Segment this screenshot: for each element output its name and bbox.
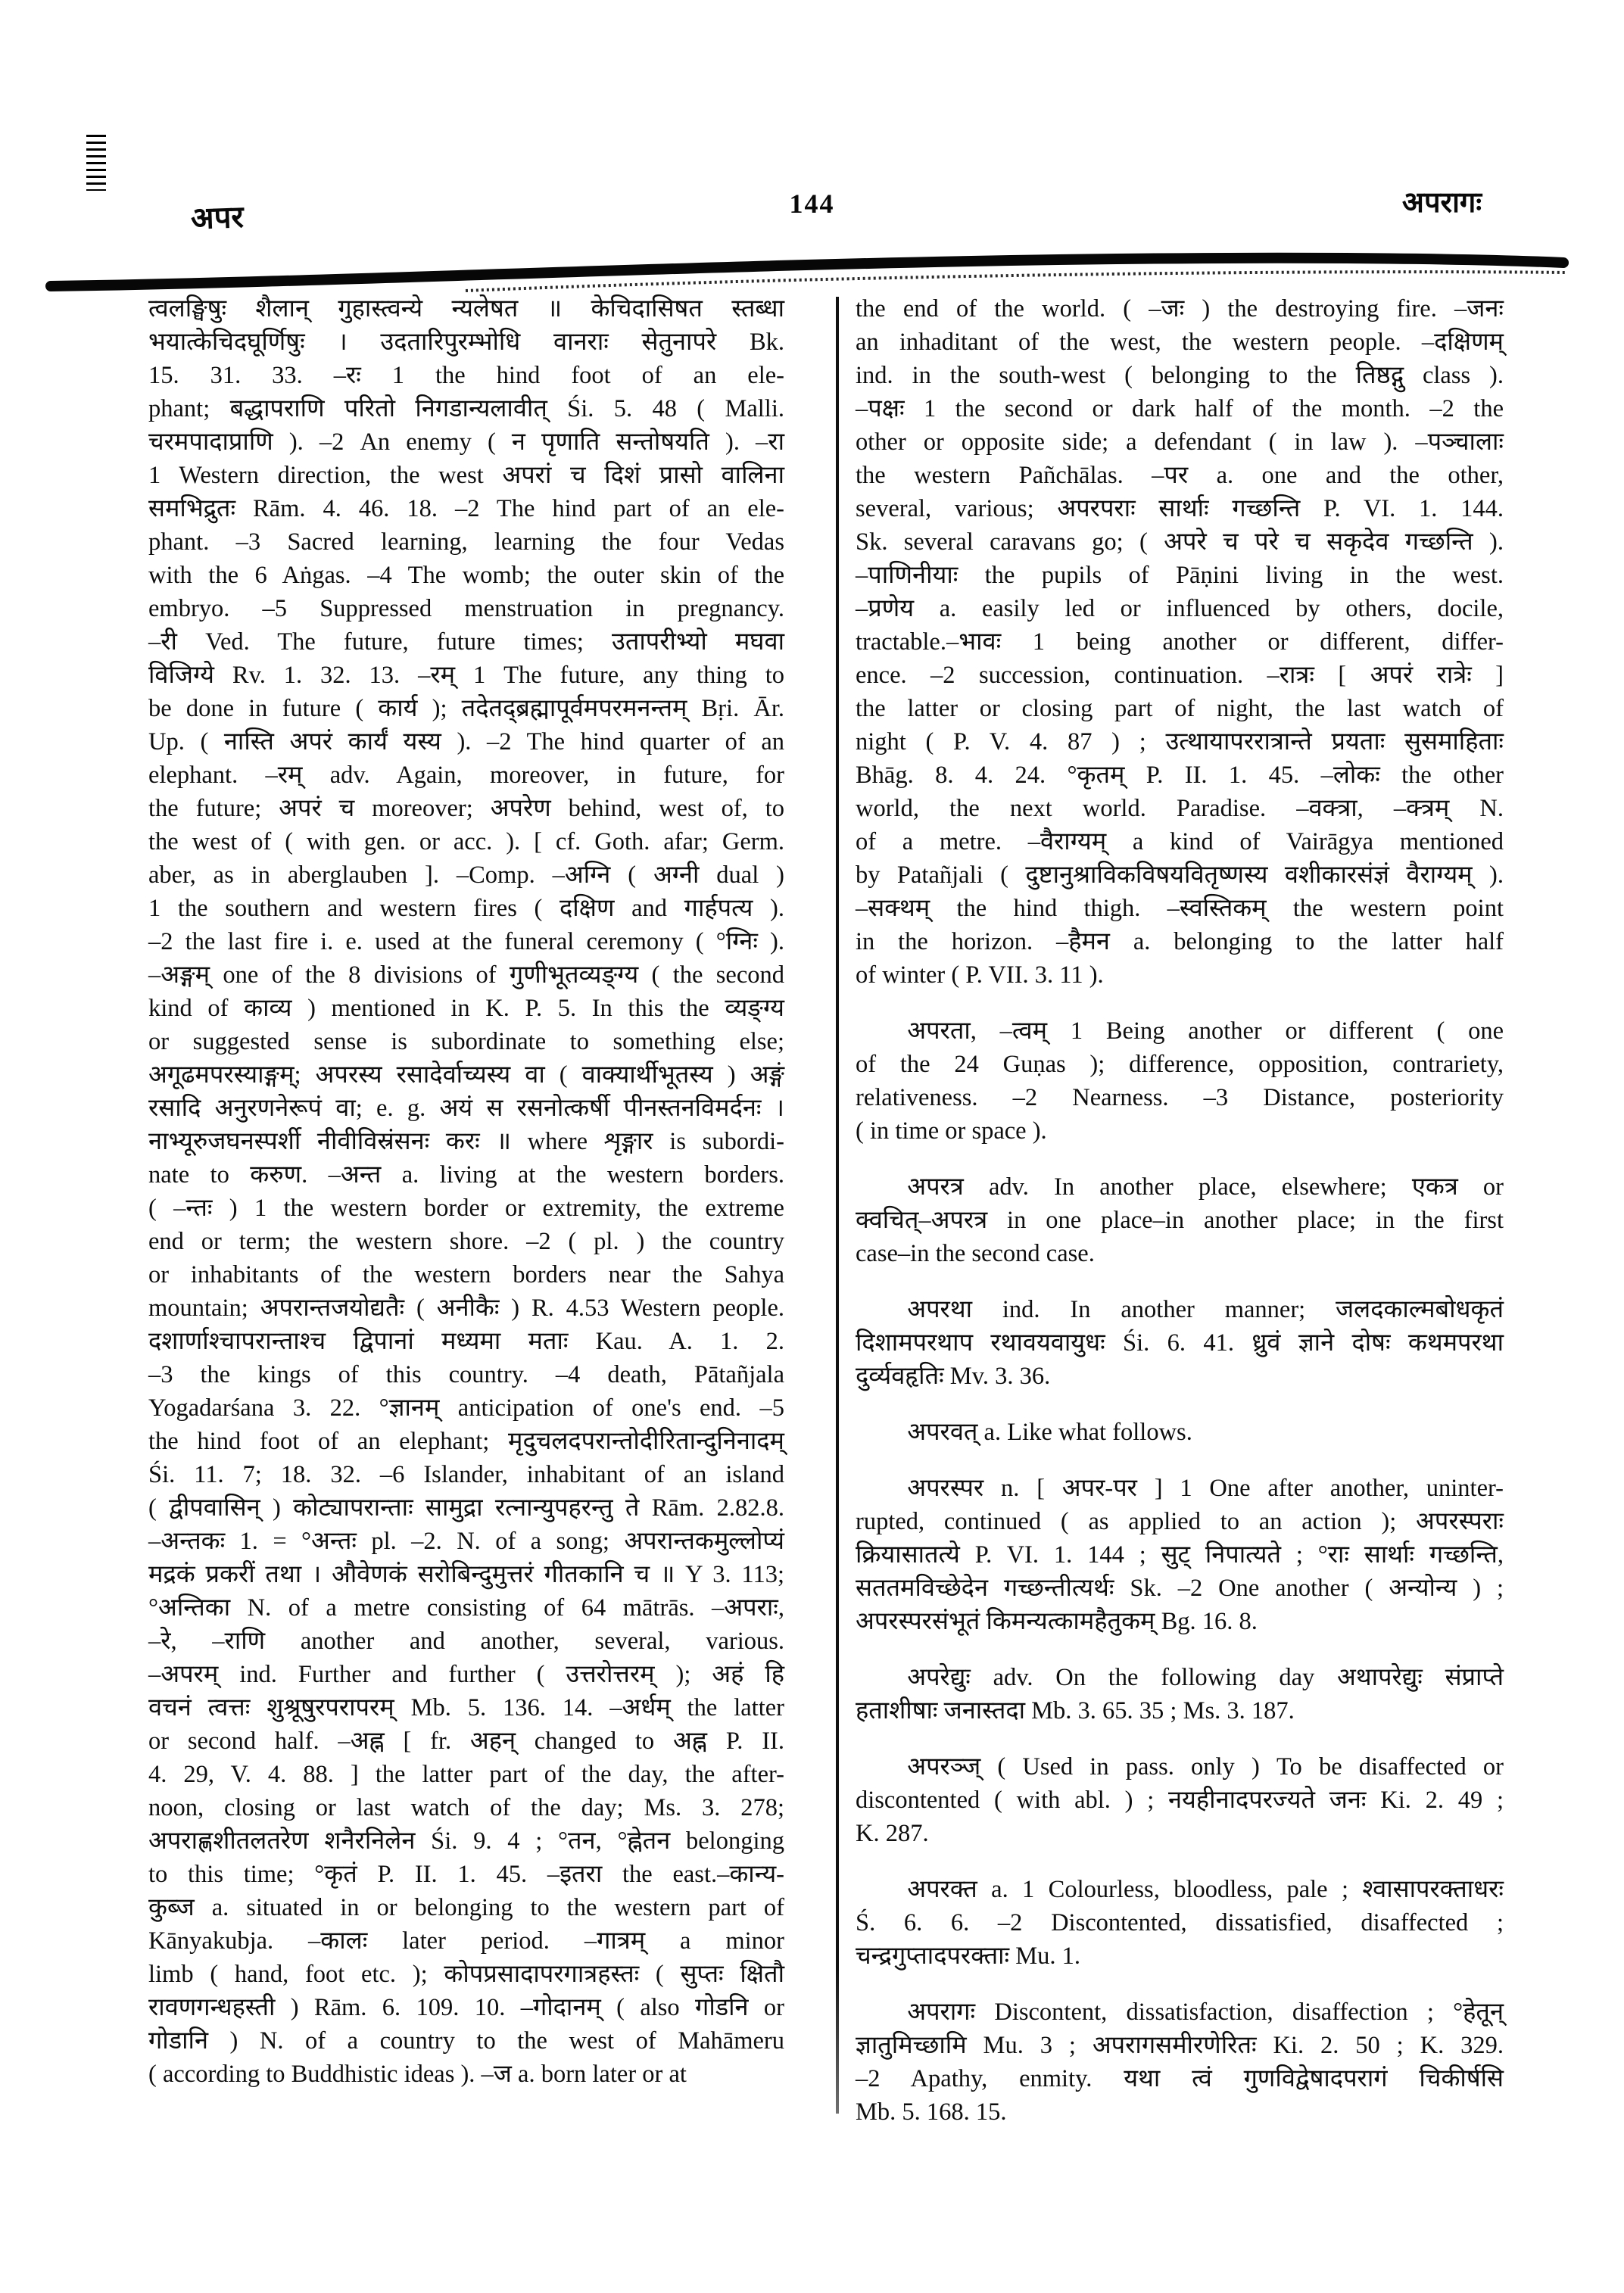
text-line: the latter or closing part of night, the last watch of [856, 695, 1504, 722]
text-line: भयात्केचिदघूर्णिषुः । उदतारिपुरम्भोधि वानराः सेतुनापरे Bk. [148, 329, 784, 356]
text-line: the end of the world. ( –जः ) the destroying fire. –जनः [856, 295, 1504, 322]
text-line: of the 24 Guṇas ); difference, opposition, contrariety, [856, 1051, 1504, 1078]
entry-first-line: अपरता, –त्वम् 1 Being another or different ( one [907, 1017, 1504, 1045]
column-divider [836, 297, 839, 2114]
text-line: phant. –3 Sacred learning, learning the four Vedas [148, 528, 784, 556]
text-line: K. 287. [856, 1820, 929, 1847]
text-line: ( –न्तः ) 1 the western border or extremity, the extreme [148, 1195, 784, 1222]
text-line: ( in time or space ). [856, 1117, 1047, 1145]
text-line: an inhaditant of the west, the western people. –दक्षिणम् [856, 329, 1504, 356]
entry-first-line: अपरस्पर n. [ अपर-पर ] 1 One after another, uninter- [907, 1475, 1504, 1502]
text-line: –प्रणेय a. easily led or influenced by others, docile, [856, 595, 1504, 622]
text-line: case–in the second case. [856, 1240, 1095, 1267]
text-line: of winter ( P. VII. 3. 11 ). [856, 961, 1104, 989]
text-line: अपरस्परसंभूतं किमन्यत्कामहैतुकम् Bg. 16. 8. [856, 1608, 1258, 1635]
text-line: tractable.–भावः 1 being another or different, differ- [856, 628, 1504, 656]
text-line: सततमविच्छेदेन गच्छन्तीत्यर्थः Sk. –2 One another ( अन्योन्य ) ; [856, 1575, 1504, 1602]
text-line: or suggested sense is subordinate to something else; [148, 1028, 784, 1055]
text-line: the western Pañchālas. –पर a. one and the other, [856, 462, 1504, 489]
text-line: several, various; अपरपराः सार्थाः गच्छन्ति P. VI. 1. 144. [856, 495, 1504, 522]
text-line: mountain; अपरान्तजयोद्यतैः ( अनीकैः ) R. 4.53 Western people. [148, 1294, 784, 1322]
text-line: चरमपादाप्राणि ). –2 An enemy ( न पृणाति सन्तोषयति ). –रा [148, 428, 784, 456]
text-line: चन्द्रगुप्तादपरक्ताः Mu. 1. [856, 1943, 1081, 1970]
text-line: phant; बद्धापराणि परितो निगडान्यलावीत् Śi. 5. 48 ( Malli. [148, 395, 784, 422]
text-line: kind of काव्य ) mentioned in K. P. 5. In this the व्यङ्ग्य [148, 995, 784, 1022]
text-line: –रे, –राणि another and another, several, various. [148, 1628, 784, 1655]
entry-first-line: अपरवत् a. Like what follows. [907, 1419, 1192, 1446]
text-line: अगूढमपरस्याङ्गम्; अपरस्य रसादेर्वाच्यस्य वा ( वाक्यार्थीभूतस्य ) अङ्गं [148, 1061, 784, 1089]
text-line: aber, as in aberglauben ]. –Comp. –अग्नि ( अग्नी dual ) [148, 861, 784, 889]
text-line: limb ( hand, foot etc. ); कोपप्रसादापरगात्रहस्तः ( सुप्तः क्षितौ [148, 1961, 784, 1988]
text-line: noon, closing or last watch of the day; Ms. 3. 278; [148, 1794, 784, 1821]
text-line: or inhabitants of the western borders near the Sahya [148, 1261, 784, 1288]
text-line: world, the next world. Paradise. –वक्त्रा, –क्त्रम् N. [856, 795, 1504, 822]
text-line: त्वलङ्घिषुः शैलान् गुहास्त्वन्ये न्यलेषत ॥ केचिदासिषत स्तब्धा [148, 295, 784, 322]
text-line: अपराह्णशीतलतरेण शनैरनिलेन Śi. 9. 4 ; °तन, °ह्नेतन belonging [148, 1827, 784, 1855]
text-line: –2 the last fire i. e. used at the funeral ceremony ( °ग्निः ). [148, 928, 784, 955]
running-head-right: अपरागः [1401, 187, 1482, 219]
text-line: –अपरम् ind. Further and further ( उत्तरोत्तरम् ); अहं हि [148, 1661, 784, 1688]
header-rule [42, 242, 1586, 295]
entry-first-line: अपरागः Discontent, dissatisfaction, disaffection ; °हेतून् [907, 1999, 1504, 2026]
scan-artifact [86, 135, 106, 191]
text-line: –पाणिनीयाः the pupils of Pāṇini living in the west. [856, 562, 1504, 589]
text-line: विजिग्ये Rv. 1. 32. 13. –रम् 1 The future, any thing to [148, 662, 784, 689]
text-line: ind. in the south-west ( belonging to the तिष्ठद्गु class ). [856, 362, 1504, 389]
text-line: Śi. 11. 7; 18. 32. –6 Islander, inhabitant of an island [148, 1461, 784, 1488]
text-line: –2 Apathy, enmity. यथा त्वं गुणविद्वेषादपरागं चिकीर्षसि [856, 2065, 1504, 2092]
text-line: क्रियासातत्ये P. VI. 1. 144 ; सुट् निपात्यते ; °राः सार्थाः गच्छन्ति, [856, 1541, 1504, 1569]
text-line: समभिद्रुतः Rām. 4. 46. 18. –2 The hind part of an ele- [148, 495, 784, 522]
text-line: हताशीषाः जनास्तदा Mb. 3. 65. 35 ; Ms. 3. 187. [856, 1697, 1295, 1724]
text-line: –अन्तकः 1. = °अन्तः pl. –2. N. of a song; अपरान्तकमुल्लोप्यं [148, 1528, 784, 1555]
text-line: –री Ved. The future, future times; उतापरीभ्यो मघवा [148, 628, 784, 656]
text-line: –3 the kings of this country. –4 death, Pātañjala [148, 1361, 784, 1388]
text-line: in the horizon. –हैमन a. belonging to the latter half [856, 928, 1504, 955]
text-line: नाभ्यूरुजघनस्पर्शी नीवीविस्रंसनः करः ॥ where शृङ्गार is subordi- [148, 1128, 784, 1155]
text-line: दशार्णाश्चापरान्ताश्च द्विपानां मध्यमा मताः Kau. A. 1. 2. [148, 1328, 784, 1355]
text-line: embryo. –5 Suppressed menstruation in pregnancy. [148, 595, 784, 622]
text-line: रसादि अनुरणनेरूपं वा; e. g. अयं स रसनोत्कर्षी पीनस्तनविमर्दनः । [148, 1095, 784, 1122]
entry-first-line: अपरक्त a. 1 Colourless, bloodless, pale ; श्वासापरक्ताधरः [907, 1876, 1504, 1903]
text-line: rupted, continued ( as applied to an action ); अपरस्पराः [856, 1508, 1504, 1535]
text-line: क्वचित्–अपरत्र in one place–in another place; in the first [856, 1207, 1504, 1234]
entry-first-line: अपरथा ind. In another manner; जलदकाल्मबोधकृतं [907, 1296, 1504, 1323]
text-line: Yogadarśana 3. 22. °ज्ञानम् anticipation of one's end. –5 [148, 1394, 784, 1422]
text-line: the west of ( with gen. or acc. ). [ cf. Goth. afar; Germ. [148, 828, 784, 855]
text-line: nate to करुण. –अन्त a. living at the western borders. [148, 1161, 784, 1189]
page-number: 144 [789, 188, 835, 219]
text-line: 15. 31. 33. –रः 1 the hind foot of an ele- [148, 362, 784, 389]
text-line: Mb. 5. 168. 15. [856, 2098, 1007, 2126]
text-line: night ( P. V. 4. 87 ) ; उत्थायापररात्रान्ते प्रयताः सुसमाहिताः [856, 728, 1504, 756]
text-line: –सक्थम् the hind thigh. –स्वस्तिकम् the western point [856, 895, 1504, 922]
text-line: with the 6 Aṅgas. –4 The womb; the outer skin of the [148, 562, 784, 589]
text-line: Kānyakubja. –कालः later period. –गात्रम् a minor [148, 1927, 784, 1955]
entry-first-line: अपरेद्युः adv. On the following day अथापरेद्युः संप्राप्ते [907, 1664, 1504, 1691]
text-line: कुब्ज a. situated in or belonging to the western part of [148, 1894, 784, 1921]
text-line: of a metre. –वैराग्यम् a kind of Vairāgya mentioned [856, 828, 1504, 855]
text-line: गोडानि ) N. of a country to the west of Mahāmeru [148, 2027, 784, 2055]
entry-first-line: अपरञ्ज् ( Used in pass. only ) To be disaffected or [907, 1753, 1504, 1781]
text-line: दिशामपरथाप रथावयवायुधः Śi. 6. 41. ध्रुवं ज्ञाने दोषः कथमपरथा [856, 1329, 1504, 1357]
text-line: °अन्तिका N. of a metre consisting of 64 mātrās. –अपराः, [148, 1594, 784, 1622]
text-line: to this time; °कृतं P. II. 1. 45. –इतरा the east.–कान्य- [148, 1861, 784, 1888]
text-line: Sk. several caravans go; ( अपरे च परे च सकृदेव गच्छन्ति ). [856, 528, 1504, 556]
text-line: 1 the southern and western fires ( दक्षिण and गार्हपत्य ). [148, 895, 784, 922]
text-line: other or opposite side; a defendant ( in law ). –पञ्चालाः [856, 428, 1504, 456]
text-line: Ś. 6. 6. –2 Discontented, dissatisfied, disaffected ; [856, 1909, 1504, 1936]
text-line: ज्ञातुमिच्छामि Mu. 3 ; अपरागसमीरणेरितः Ki. 2. 50 ; K. 329. [856, 2032, 1504, 2059]
text-line: Bhāg. 8. 4. 24. °कृतम् P. II. 1. 45. –लोकः the other [856, 762, 1504, 789]
text-line: be done in future ( कार्य ); तदेतद्ब्रह्मापूर्वमपरमनन्तम् Bṛi. Ār. [148, 695, 784, 722]
text-line: –अङ्गम् one of the 8 divisions of गुणीभूतव्यङ्ग्य ( the second [148, 961, 784, 989]
text-line: –पक्षः 1 the second or dark half of the month. –2 the [856, 395, 1504, 422]
entry-first-line: अपरत्र adv. In another place, elsewhere; एकत्र or [907, 1173, 1504, 1201]
text-line: by Patañjali ( दुष्टानुश्राविकविषयवितृष्णस्य वशीकारसंज्ञं वैराग्यम् ). [856, 861, 1504, 889]
text-line: वचनं त्वत्तः शुश्रूषुरपरापरम् Mb. 5. 136. 14. –अर्धम् the latter [148, 1694, 784, 1721]
text-line: ( द्वीपवासिन् ) कोट्यापरान्ताः सामुद्रा रत्नान्युपहरन्तु ते Rām. 2.82.8. [148, 1494, 784, 1522]
text-line: 1 Western direction, the west अपरां च दिशं प्रासो वालिना [148, 462, 784, 489]
text-line: discontented ( with abl. ) ; नयहीनादपरज्यते जनः Ki. 2. 49 ; [856, 1787, 1504, 1814]
right-column [856, 292, 1504, 2129]
running-head-left: अपर [190, 199, 245, 236]
text-line: मद्रकं प्रकरीं तथा । औवेणकं सरोबिन्दुमुत्तरं गीतकानि च ॥ Y 3. 113; [148, 1561, 784, 1588]
text-line: relativeness. –2 Nearness. –3 Distance, posteriority [856, 1084, 1504, 1111]
text-line: ence. –2 succession, continuation. –रात्रः [ अपरं रात्रेः ] [856, 662, 1504, 689]
text-line: ( according to Buddhistic ideas ). –ज a. born later or at [148, 2061, 687, 2088]
left-column [148, 292, 784, 2091]
text-line: the future; अपरं च moreover; अपरेण behind, west of, to [148, 795, 784, 822]
text-line: or second half. –अह्न [ fr. अहन् changed to अह्न P. II. [148, 1728, 784, 1755]
text-line: elephant. –रम् adv. Again, moreover, in future, for [148, 762, 784, 789]
text-line: Up. ( नास्ति अपरं कार्यं यस्य ). –2 The hind quarter of an [148, 728, 784, 756]
text-line: दुर्व्यवहृतिः Mv. 3. 36. [856, 1363, 1051, 1390]
text-line: the hind foot of an elephant; मृदुचलदपरान्तोदीरितान्दुनिनादम् [148, 1428, 784, 1455]
text-line: रावणगन्धहस्ती ) Rām. 6. 109. 10. –गोदानम् ( also गोडनि or [148, 1994, 784, 2021]
text-line: end or term; the western shore. –2 ( pl. ) the country [148, 1228, 784, 1255]
text-line: 4. 29, V. 4. 88. ] the latter part of the day, the after- [148, 1761, 784, 1788]
